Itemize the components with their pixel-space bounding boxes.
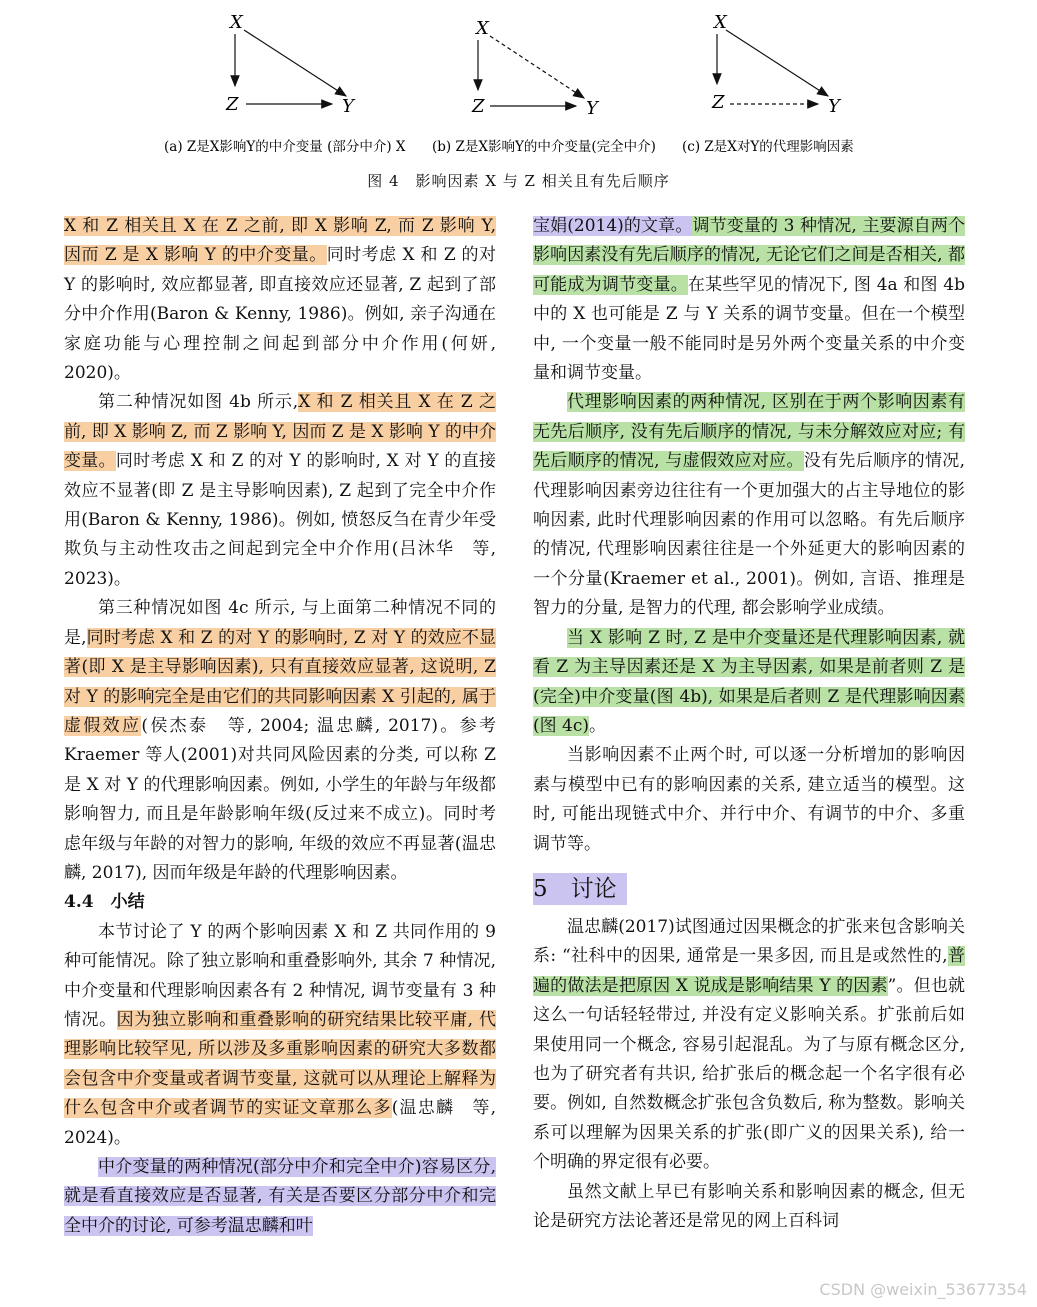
highlight-orange: 同时考虑 X 和 Z 的对 Y 的影响时, Z 对 Y 的效应不显著(即 X 是主导影响因素), 只有直接效应显著, 这说明, Z 对 Y 的影响完全是由它们的共同影响因素 X 引起的, 属于虚假效应 (64, 627, 496, 736)
highlight-orange: X 和 Z 相关且 X 在 Z 之前, 即 X 影响 Z, 而 Z 影响 Y, 因而 Z 是 X 影响 Y 的中介变量。 (64, 216, 496, 266)
diagram-b (471, 18, 600, 119)
diagram-a (225, 12, 356, 117)
text-run: 温忠麟(2017)试图通过因果概念的扩张来包含影响关系: “社科中的因果, 通常是一果多因, 而且是或然性的, (533, 916, 965, 967)
text-run: 当影响因素不止两个时, 可以逐一分析增加的影响因素与模型中已有的影响因素的关系, 建立适当的模型。这时, 可能出现链式中介、并行中介、有调节的中介、多重调节等。 (533, 745, 965, 854)
highlight-green: 调节变量的 3 种情况, 主要源自两个影响因素没有先后顺序的情况, 无论它们之间是否相关, 都可能成为调节变量。 (533, 216, 965, 295)
section-heading: 5 讨论 (533, 873, 627, 905)
paragraph (64, 212, 496, 388)
diagram-c-x-label: X (714, 12, 727, 33)
diagram-a-x-label: X (230, 12, 243, 33)
paragraph (533, 212, 965, 388)
text-run: 没有先后顺序的情况, 代理影响因素旁边往往有一个更加强大的占主导地位的影响因素, 此时代理影响因素的作用可以忽略。有先后顺序的情况, 代理影响因素往往是一个外延更大的影响因素的一个分量(Kraemer et al., 2001)。例如, 言语、推理是智力的分量, 是智力的代理, 都会影响学业成绩。 (533, 451, 966, 619)
highlight-purple: 中介变量的两种情况(部分中介和完全中介)容易区分, 就是看直接效应是否显著, 有关是否要区分部分中介和完全中介的讨论, 可参考温忠麟和叶 (64, 1157, 496, 1236)
diagram-b-y-label: Y (586, 98, 598, 119)
text-run: 虽然文献上早已有影响关系和影响因素的概念, 但无论是研究方法论著还是常见的网上百科词 (533, 1181, 965, 1231)
text-run: 第三种情况如图 4c 所示, 与上面第二种情况不同的是, (64, 598, 496, 648)
highlight-orange: 因为独立影响和重叠影响的研究结果比较平庸, 代理影响比较罕见, 所以涉及多重影响因素的研究大多数都会包含中介变量或者调节变量, 这就可以从理论上解释为什么包含中介或者调节的实证文章那么多 (64, 1009, 497, 1119)
text-run: 在某些罕见的情况下, 图 4a 和图 4b 中的 X 也可能是 Z 与 Y 关系的调节变量。但在一个模型中, 一个变量一般不能同时是另外两个变量关系的中介变量和调节变量。 (533, 274, 965, 384)
highlight-orange: X 和 Z 相关且 X 在 Z 之前, 即 X 影响 Z, 而 Z 影响 Y, 因而 Z 是 X 影响 Y 的中介变量。 (64, 392, 496, 472)
figure-4 (0, 0, 1037, 200)
text-run: 。 (589, 715, 607, 736)
highlight-green: 当 X 影响 Z 时, Z 是中介变量还是代理影响因素, 就看 Z 为主导因素还是 X 为主导因素, 如果是前者则 Z 是(完全)中介变量(图 4b), 如果是后者则 Z 是代理影响因素(图 4c) (533, 627, 965, 736)
subsection-heading: 4.4 小结 (64, 892, 145, 913)
diagram-b-z-label: Z (472, 96, 485, 117)
diagram-a-z-label: Z (226, 94, 239, 115)
caption-a: (a) Z是X影响Y的中介变量 (部分中介) X (164, 139, 406, 155)
paragraph (533, 624, 965, 742)
arrow-x-to-y (726, 30, 828, 96)
text-run: 本节讨论了 Y 的两个影响因素 X 和 Z 共同作用的 9 种可能情况。除了独立影响和重叠影响外, 其余 7 种情况, 中介变量和代理影响因素各有 2 种情况, 调节变量有 3 种情况。 (64, 921, 496, 1030)
text-run: ”。但也就这么一句话轻轻带过, 并没有定义影响关系。扩张前后如果使用同一个概念, 容易引起混乱。为了与原有概念区分, 也为了研究者有共识, 给扩张后的概念起一个名字很有必要。例如, 自然数概念扩张包含负数后, 称为整数。影响关系可以理解为因果关系的扩张(即广义的因果关系), 给一个明确的界定很有必要。 (533, 975, 965, 1173)
caption-c: (c) Z是X对Y的代理影响因素 (682, 139, 854, 155)
figure-title: 图 4 影响因素 X 与 Z 相关且有先后顺序 (367, 172, 670, 190)
diagram-c-z-label: Z (712, 92, 725, 113)
paragraph (533, 741, 965, 859)
arrow-x-to-y-dashed (490, 36, 584, 98)
text-run: 同时考虑 X 和 Z 的对 Y 的影响时, X 对 Y 的直接效应不显著(即 Z 是主导影响因素), Z 起到了完全中介作用(Baron & Kenny, 1986)。例如, 愤怒反刍在青少年受欺负与主动性攻击之间起到完全中介作用(吕沐华 等, 2023)。 (64, 451, 497, 589)
text-run: (侯杰泰 等, 2004; 温忠麟, 2017)。参考 Kraemer 等人(2001)对共同风险因素的分类, 可以称 Z 是 X 对 Y 的代理影响因素。例如, 小学生的年龄与年级都影响智力, 而且是年龄影响年级(反过来不成立)。同时考虑年级与年龄的对智力的影响, 年级的效应不再显著(温忠麟, 2017), 因而年级是年龄的代理影响因素。 (64, 715, 496, 883)
path-diagrams (0, 0, 1037, 170)
arrow-x-to-y (244, 30, 346, 96)
paragraph (64, 388, 496, 594)
diagram-a-y-label: Y (342, 96, 354, 117)
highlight-green: 普遍的做法是把原因 X 说成是影响结果 Y 的因素 (533, 946, 966, 996)
caption-b: (b) Z是X影响Y的中介变量(完全中介) (432, 139, 656, 155)
text-run: (温忠麟 等, 2024)。 (64, 1098, 496, 1148)
paragraph (533, 913, 965, 1178)
paragraph (533, 388, 965, 623)
paragraph (64, 594, 496, 888)
left-column (64, 212, 496, 1241)
diagram-b-x-label: X (476, 18, 489, 39)
diagram-c-y-label: Y (828, 96, 840, 117)
paragraph (533, 1178, 965, 1237)
paragraph (64, 1153, 496, 1241)
diagram-c (711, 12, 842, 117)
highlight-green: 代理影响因素的两种情况, 区别在于两个影响因素有无先后顺序, 没有先后顺序的情况, 与未分解效应对应; 有先后顺序的情况, 与虚假效应对应。 (533, 392, 965, 472)
right-column (533, 212, 965, 1236)
text-run: 第二种情况如图 4b 所示, (98, 392, 299, 413)
highlight-purple: 宝娟(2014)的文章。 (533, 216, 693, 236)
text-run: 同时考虑 X 和 Z 的对 Y 的影响时, 效应都显著, 即直接效应还显著, Z 起到了部分中介作用(Baron & Kenny, 1986)。例如, 亲子沟通在家庭功能与心理控制之间起到部分中介作用(何妍, 2020)。 (64, 245, 496, 384)
watermark: CSDN @weixin_53677354 (819, 1280, 1027, 1299)
paragraph (64, 918, 496, 1153)
